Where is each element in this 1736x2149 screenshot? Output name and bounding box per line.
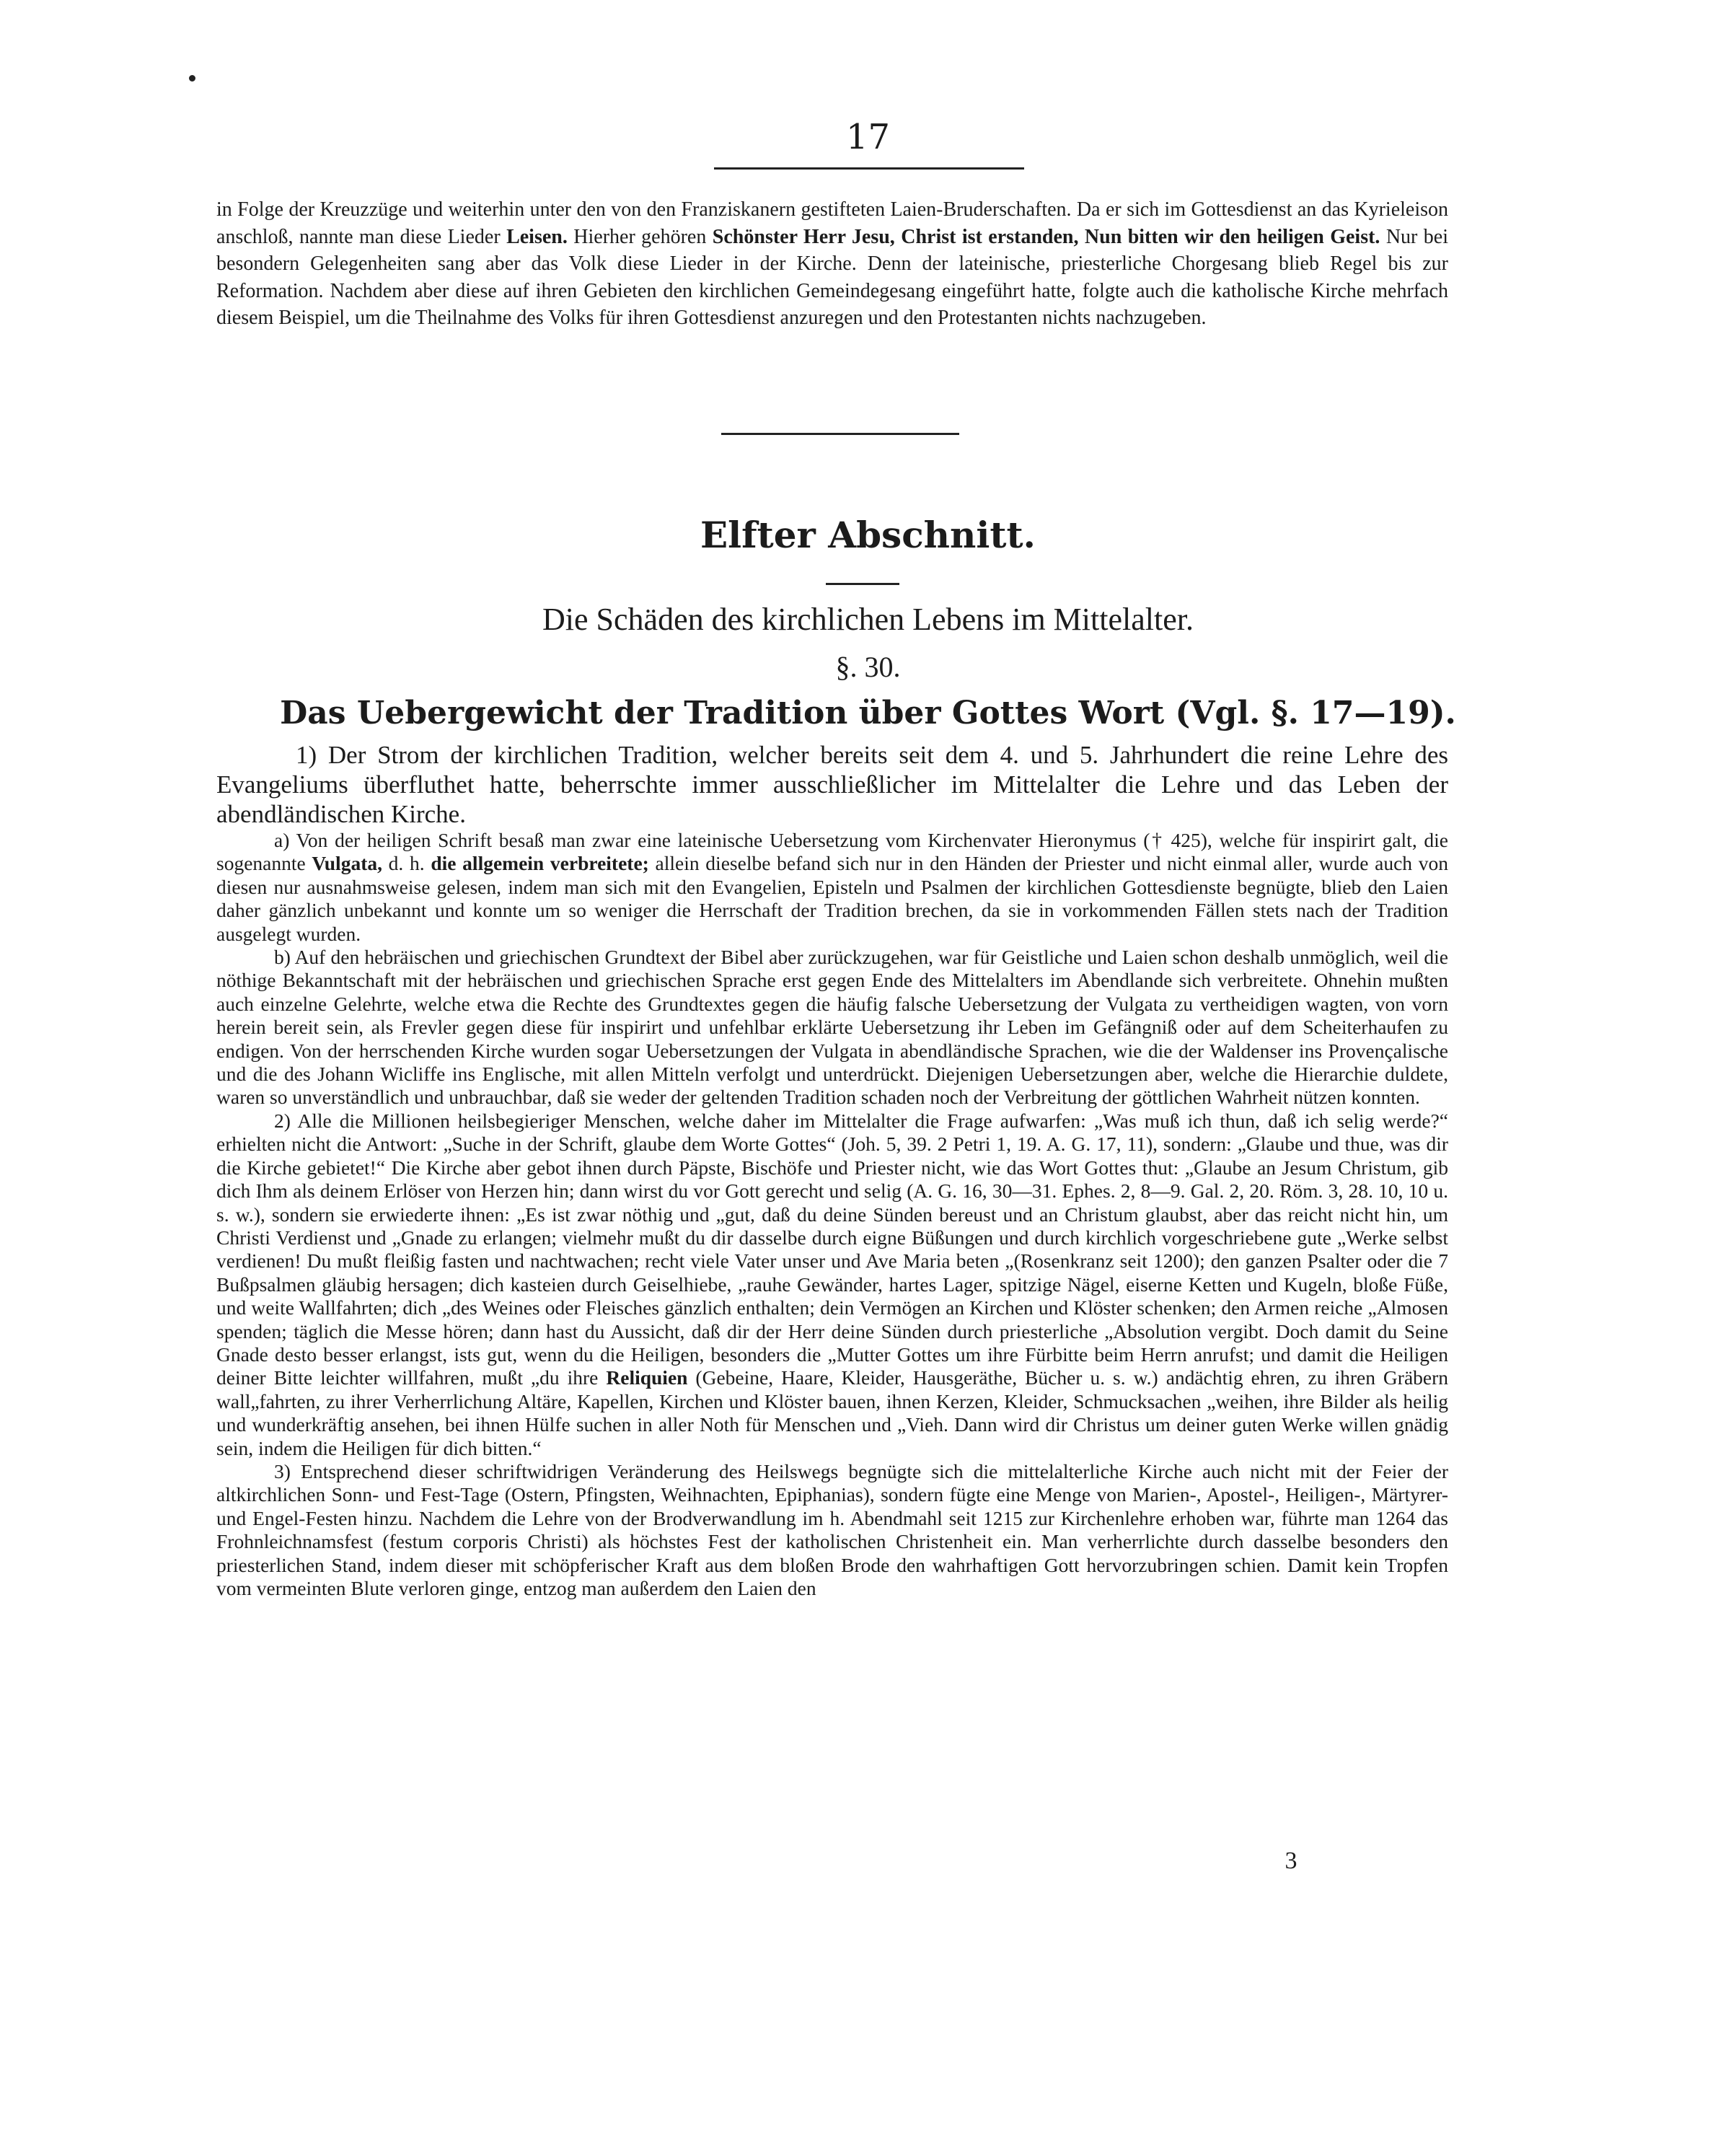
intro-text-3: Nur bei besondern Gelegenheiten sang aber das Volk diese Lieder in der Kirche. Denn der lateinische, priesterliche Chorgesang blieb Regel bis zur Reformation. Nachdem aber diese auf ihren Gebieten den kirchlichen Gemeindegesang eingeführt hatte, folgte auch die katholische Kirche mehrfach diesem Beispiel, um die Theilnahme des Volks für ihren Gottesdienst anzuregen und den Protestanten nichts nachzugeben.	[216, 225, 1449, 329]
intro-paragraph	[216, 196, 1448, 332]
chapter-rule	[826, 583, 899, 585]
paragraph-a	[216, 829, 1448, 946]
term-leisen: Leisen.	[506, 225, 568, 248]
hymn-titles: Schönster Herr Jesu, Christ ist erstanden, Nun bitten wir den heiligen Geist.	[712, 225, 1380, 248]
term-vulgata: Vulgata,	[312, 852, 382, 875]
chapter-subtitle: Die Schäden des kirchlichen Lebens im Mittelalter.	[542, 602, 1194, 637]
paragraph-a-text-2: d. h.	[382, 852, 431, 875]
section-number: §. 30.	[835, 651, 901, 683]
main-text	[216, 740, 1448, 1600]
chapter-title: Elfter Abschnitt.	[700, 514, 1036, 556]
paragraph-2-text-2: (Gebeine, Haare, Kleider, Hausgeräthe, Bücher u. s. w.) andächtig ehren, zu ihren Gräbern wall„fahrten, zu ihrer Verherrlichung Altäre, Kapellen, Kirchen und Klöster bauen, ihnen Kerzen, Kleider, Schmucksachen „weihen, ihre Bilder als heilig und wunderkräftig ansehen, bei ihnen Hülfe suchen in aller Noth für Menschen und „Vieh. Dann wird dir Christus um deiner guten Werke willen gnädig sein, indem die Heiligen für dich bitten.“	[216, 1366, 1449, 1459]
intro-text-2: Hierher gehören	[567, 225, 713, 248]
signature-mark: 3	[1285, 1847, 1297, 1874]
header-rule	[714, 167, 1024, 170]
section-divider	[721, 433, 959, 435]
page-number: 17	[845, 117, 891, 157]
paragraph-3: 3) Entsprechend dieser schriftwidrigen Veränderung des Heilswegs begnügte sich die mittelalterliche Kirche auch nicht mit der Feier der altkirchlichen Sonn- und Fest-Tage (Ostern, Pfingsten, Weihnachten, Epiphanias), sondern fügte eine Menge von Marien-, Apostel-, Heiligen-, Märtyrer- und Engel-Festen hinzu. Nachdem die Lehre von der Brodverwandlung im h. Abendmahl seit 1215 zur Kirchenlehre erhoben war, führte man 1264 das Frohnleichnamsfest (festum corporis Christi) als höchstes Fest der katholischen Christenheit ein. Man verherrlichte durch dasselbe besonders den priesterlichen Stand, indem dieser mit schöpferischer Kraft aus dem bloßen Brode den wahrhaftigen Gott hervorzubringen schien. Damit kein Tropfen vom vermeinten Blute verloren ginge, entzog man außerdem den Laien den	[216, 1459, 1448, 1599]
term-reliquien: Reliquien	[606, 1366, 688, 1389]
term-allgemein: die allgemein verbreitete;	[431, 852, 649, 875]
print-speck	[189, 75, 195, 82]
section-heading: Das Uebergewicht der Tradition über Gottes Wort (Vgl. §. 17—19).	[280, 695, 1456, 731]
paragraph-a-text-3: allein dieselbe befand sich nur in den Händen der Priester und nicht einmal aller, wurde auch von diesen nur ausnahmsweise gelesen, indem man sich mit den Evangelien, Episteln und Psalmen der kirchlichen Gottesdienste begnügte, blieb den Laien daher gänzlich unbekannt und konnte um so weniger die Herrschaft der Tradition brechen, da sie in vorkommenden Fällen stets nach der Tradition ausgelegt wurden.	[216, 852, 1449, 945]
intro-text-1: in Folge der Kreuzzüge und weiterhin unter den von den Franziskanern gestifteten Laien-Bruderschaften. Da er sich im Gottesdienst an das Kyrieleison anschloß, nannte man diese Lieder	[216, 198, 1448, 248]
paragraph-2	[216, 1109, 1448, 1460]
paragraph-1: 1) Der Strom der kirchlichen Tradition, welcher bereits seit dem 4. und 5. Jahrhundert die reine Lehre des Evangeliums überfluthet hatte, beherrschte immer ausschließlicher im Mittelalter die Lehre und das Leben der abendländischen Kirche.	[216, 741, 1448, 828]
paragraph-2-text-1: 2) Alle die Millionen heilsbegieriger Menschen, welche daher im Mittelalter die Frage aufwarfen: „Was muß ich thun, daß ich selig werde?“ erhielten nicht die Antwort: „Suche in der Schrift, glaube dem Worte Gottes“ (Joh. 5, 39. 2 Petri 1, 19. A. G. 17, 11), sondern: „Glaube und thue, was dir die Kirche gebietet!“ Die Kirche aber gebot ihnen durch Päpste, Bischöfe und Priester nicht, wie das Wort Gottes thut: „Glaube an Jesum Christum, gib dich Ihm als deinem Erlöser von Herzen hin; dann wirst du vor Gott gerecht und selig (A. G. 16, 30—31. Ephes. 2, 8—9. Gal. 2, 20. Röm. 3, 28. 10, 10 u. s. w.), sondern sie erwiederte ihnen: „Es ist zwar nöthig und „gut, daß du deine Sünden bereust und an Christum glaubst, aber das reicht nicht hin, um Christi Verdienst und „Gnade zu erlangen; vielmehr mußt du dir dasselbe durch eigne Büßungen und durch kirchlich vorgeschriebene gute „Werke selbst verdienen! Du mußt fleißig fasten und nachtwachen; recht viele Vater unser und Ave Maria beten „(Rosenkranz seit 1200); den ganzen Psalter oder die 7 Bußpsalmen gläubig hersagen; dich kasteien durch Geiselhiebe, „rauhe Gewänder, hartes Lager, spitzige Nägel, eiserne Ketten und Kugeln, bloße Füße, und weite Wallfahrten; dich „des Weines oder Fleisches gänzlich enthalten; dein Vermögen an Kirchen und Klöster schenken; den Armen reiche „Almosen spenden; täglich die Messe hören; dann hast du Aussicht, daß dir der Herr deine Sünden durch priesterliche „Absolution vergibt. Doch damit du Seine Gnade desto besser erlangst, ists gut, wenn du die Heiligen, besonders die „Mutter Gottes um ihre Fürbitte beim Herrn anrufst; und damit die Heiligen deiner Bitte leichter willfahren, mußt „du ihre	[216, 1109, 1448, 1389]
paragraph-b: b) Auf den hebräischen und griechischen Grundtext der Bibel aber zurückzugehen, war für Geistliche und Laien schon deshalb unmöglich, weil die nöthige Bekanntschaft mit der hebräischen und griechischen Sprache erst gegen Ende des Mittelalters im Abendlande sich verbreitete. Ohnehin mußten auch einzelne Gelehrte, welche etwa die Rechte des Grundtextes gegen die häufig falsche Uebersetzung der Vulgata zu vertheidigen wagten, von vorn herein bereit sein, als Frevler gegen diese für inspirirt und unfehlbar erklärte Uebersetzung ihr Leben im Gefängniß oder auf dem Scheiterhaufen zu endigen. Von der herrschenden Kirche wurden sogar Uebersetzungen der Vulgata in abendländische Sprachen, wie die der Waldenser ins Provençalische und die des Johann Wicliffe ins Englische, mit allen Mitteln verfolgt und unterdrückt. Diejenigen Uebersetzungen aber, welche die Hierarchie duldete, waren so unverständlich und unbrauchbar, daß sie weder der geltenden Tradition schaden noch der Verbreitung der göttlichen Wahrheit nützen konnten.	[216, 946, 1448, 1109]
paragraph-a-text-1: a) Von der heiligen Schrift besaß man zwar eine lateinische Uebersetzung vom Kirchenvater Hieronymus († 425), welche für inspirirt galt, die sogenannte	[216, 829, 1448, 875]
